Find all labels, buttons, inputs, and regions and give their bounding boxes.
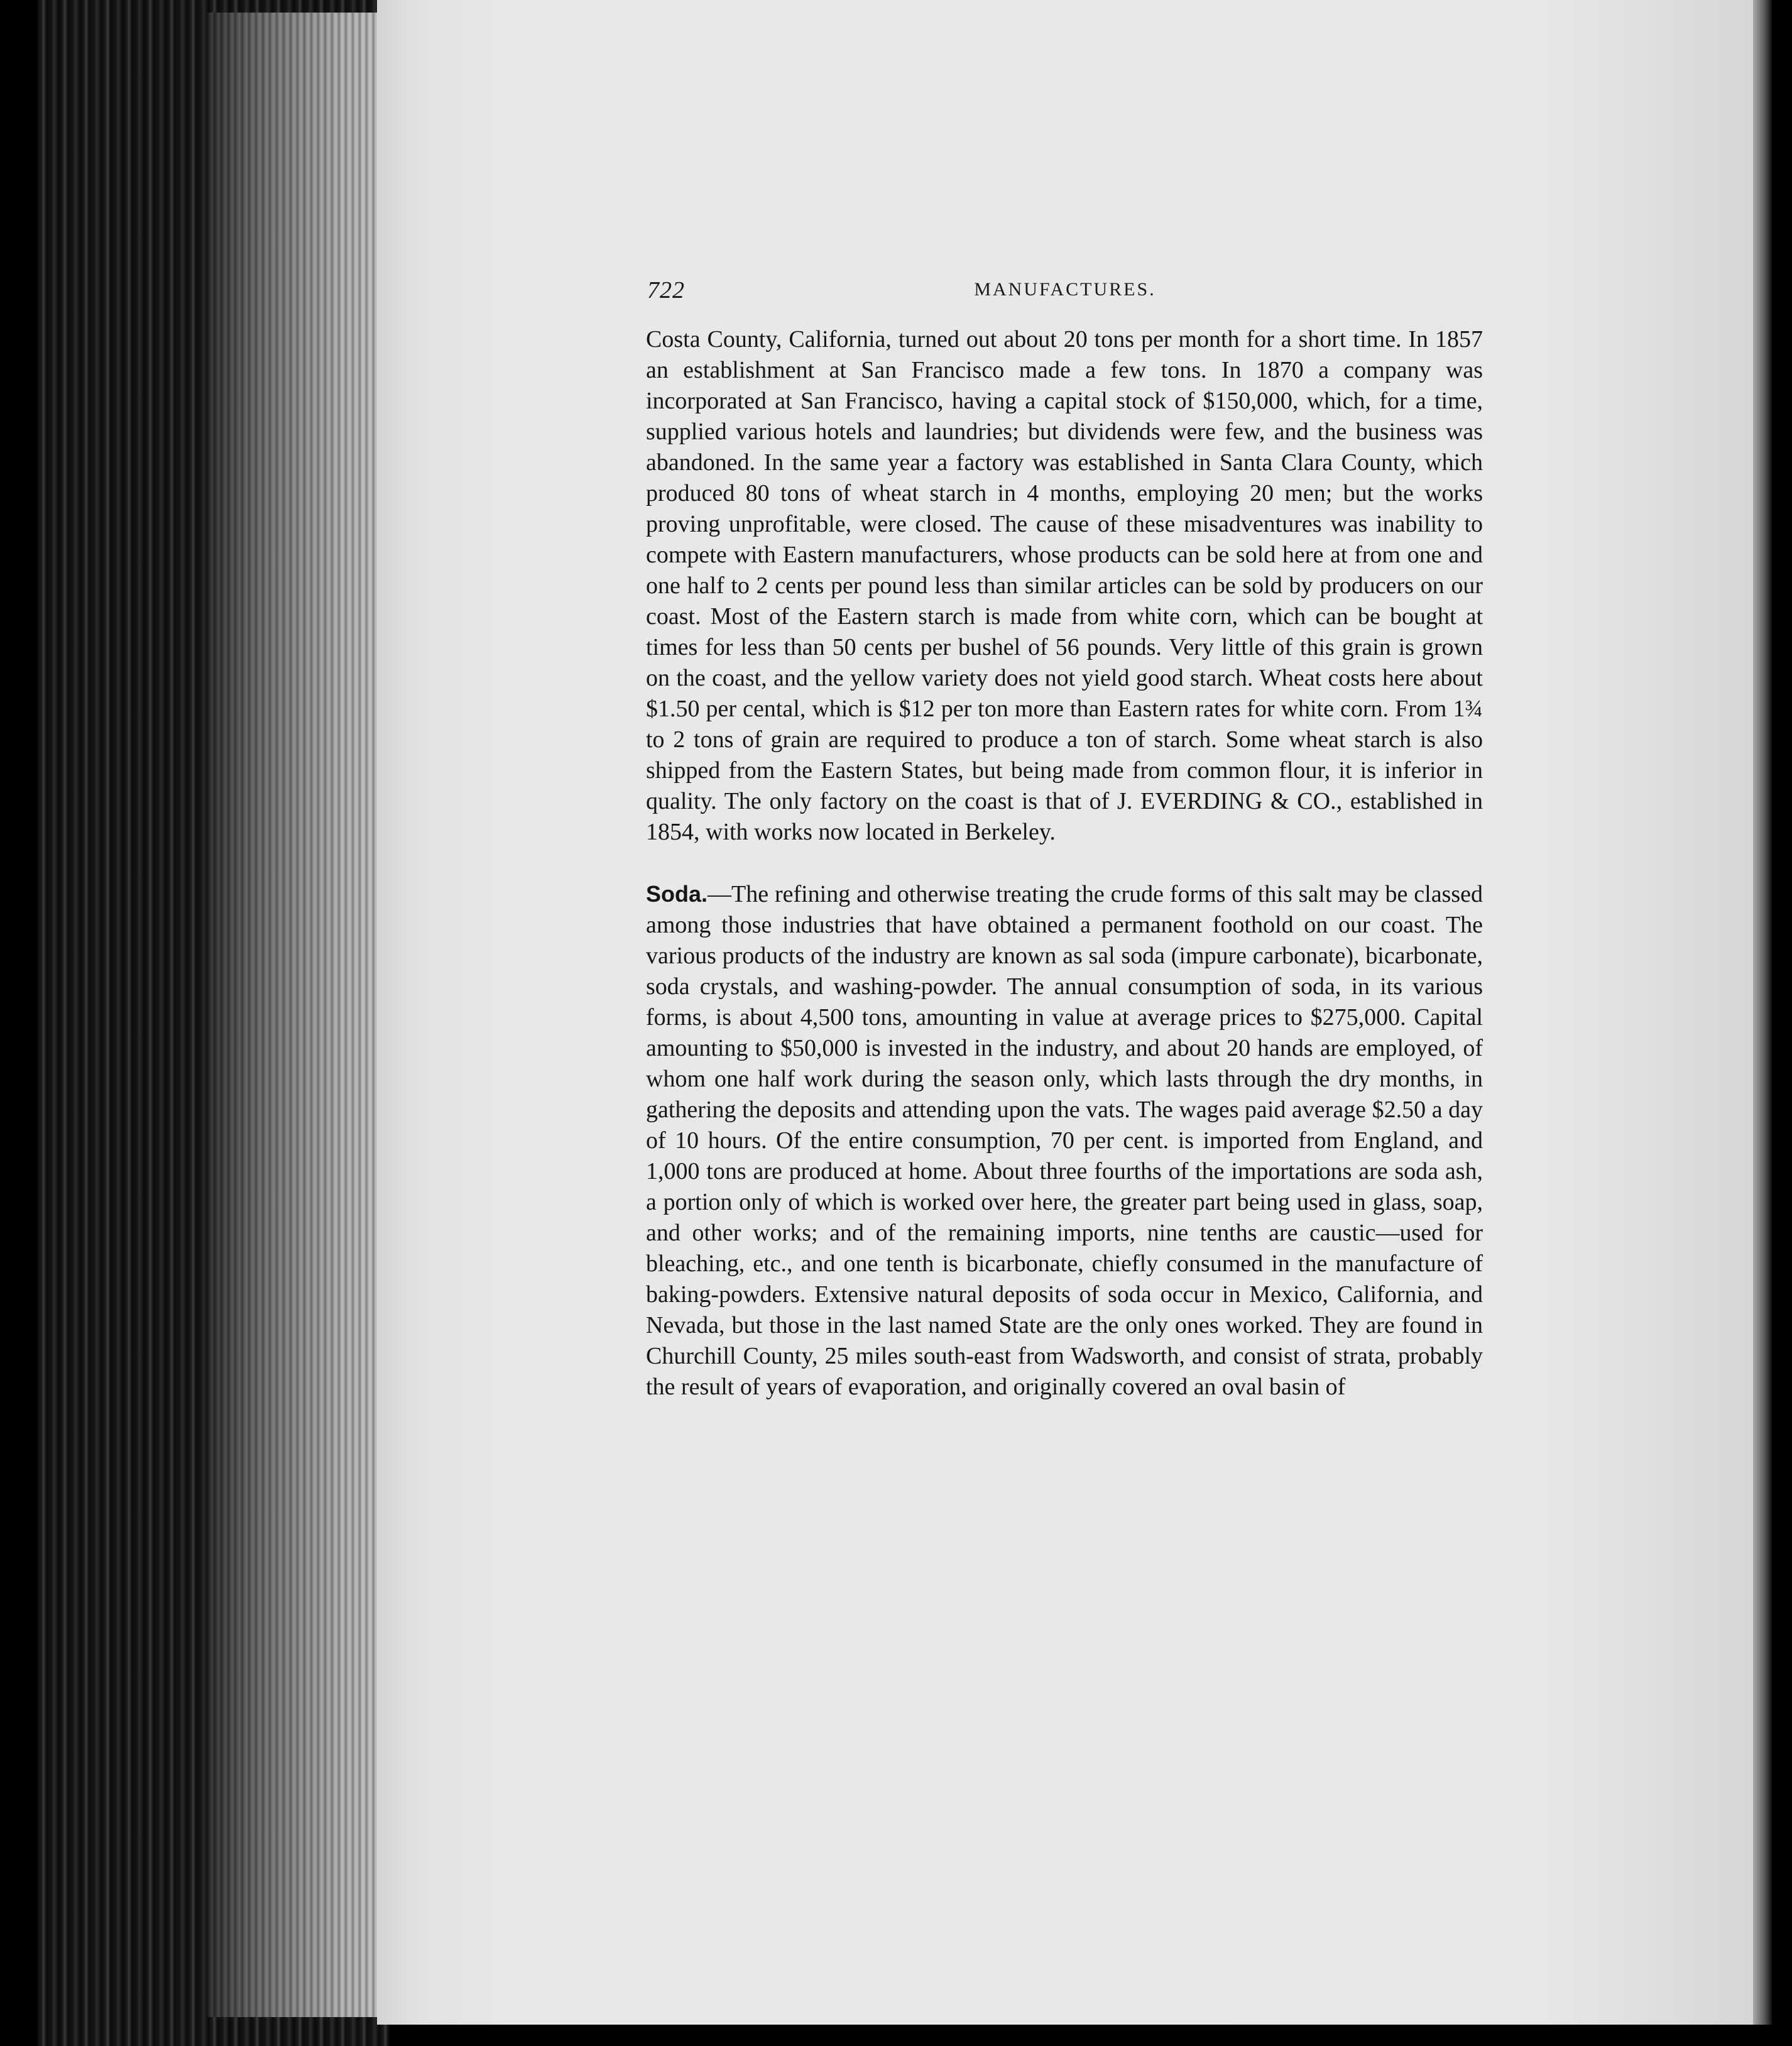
- section-lead-soda: Soda.: [646, 881, 708, 907]
- running-head: MANUFACTURES.: [974, 279, 1156, 300]
- paragraph-soda: [646, 878, 1483, 1403]
- page-number: 722: [647, 277, 685, 304]
- paragraph-text: Costa County, California, turned out about 20 tons per month for a short time. In 1857 an establishment at San Francisco made a few tons. In 1870 a company was incorporated at San Francisco, having a capital stock of $150,000, which, for a time, supplied various hotels and laundries; but dividends were few, and the business was abandoned. In the same year a factory was established in Santa Clara County, which produced 80 tons of wheat starch in 4 months, employing 20 men; but the works proving unprofitable, were closed. The cause of these misadventures was inability to compete with Eastern manufacturers, whose products can be sold here at from one and one half to 2 cents per pound less than similar articles can be sold by producers on our coast. Most of the Eastern starch is made from white corn, which can be bought at times for less than 50 cents per bushel of 56 pounds. Very little of this grain is grown on the coast, and the yellow variety does not yield good starch. Wheat costs here about $1.50 per cental, which is $12 per ton more than Eastern rates for white corn. From 1¾ to 2 tons of grain are required to produce a ton of starch. Some wheat starch is also shipped from the Eastern States, but being made from common flour, it is inferior in quality. The only factory on the coast is that of J. EVERDING & CO., established in 1854, with works now located in Berkeley.: [646, 326, 1483, 845]
- page-stack-texture: [207, 13, 390, 2017]
- body-text: [646, 324, 1483, 1403]
- page-right-edge: [1753, 0, 1772, 2025]
- paragraph-text: —The refining and otherwise treating the crude forms of this salt may be classed among those industries that have obtained a permanent foothold on our coast. The various products of the industry are known as sal soda (impure carbonate), bicarbonate, soda crystals, and washing-powder. The annual consumption of soda, in its various forms, is about 4,500 tons, amounting in value at average prices to $275,000. Capital amounting to $50,000 is invested in the industry, and about 20 hands are employed, of whom one half work during the season only, which lasts through the dry months, in gathering the deposits and attending upon the vats. The wages paid average $2.50 a day of 10 hours. Of the entire consumption, 70 per cent. is imported from England, and 1,000 tons are produced at home. About three fourths of the importations are soda ash, a portion only of which is worked over here, the greater part being used in glass, soap, and other works; and of the remaining imports, nine tenths are caustic—used for bleaching, etc., and one tenth is bicarbonate, chiefly consumed in the manufacture of baking-powders. Extensive natural deposits of soda occur in Mexico, California, and Nevada, but those in the last named State are the only ones worked. They are found in Churchill County, 25 miles south-east from Wadsworth, and consist of strata, probably the result of years of evaporation, and originally covered an oval basin of: [646, 881, 1483, 1400]
- paragraph-starch: [646, 324, 1483, 848]
- page-header: [647, 276, 1483, 314]
